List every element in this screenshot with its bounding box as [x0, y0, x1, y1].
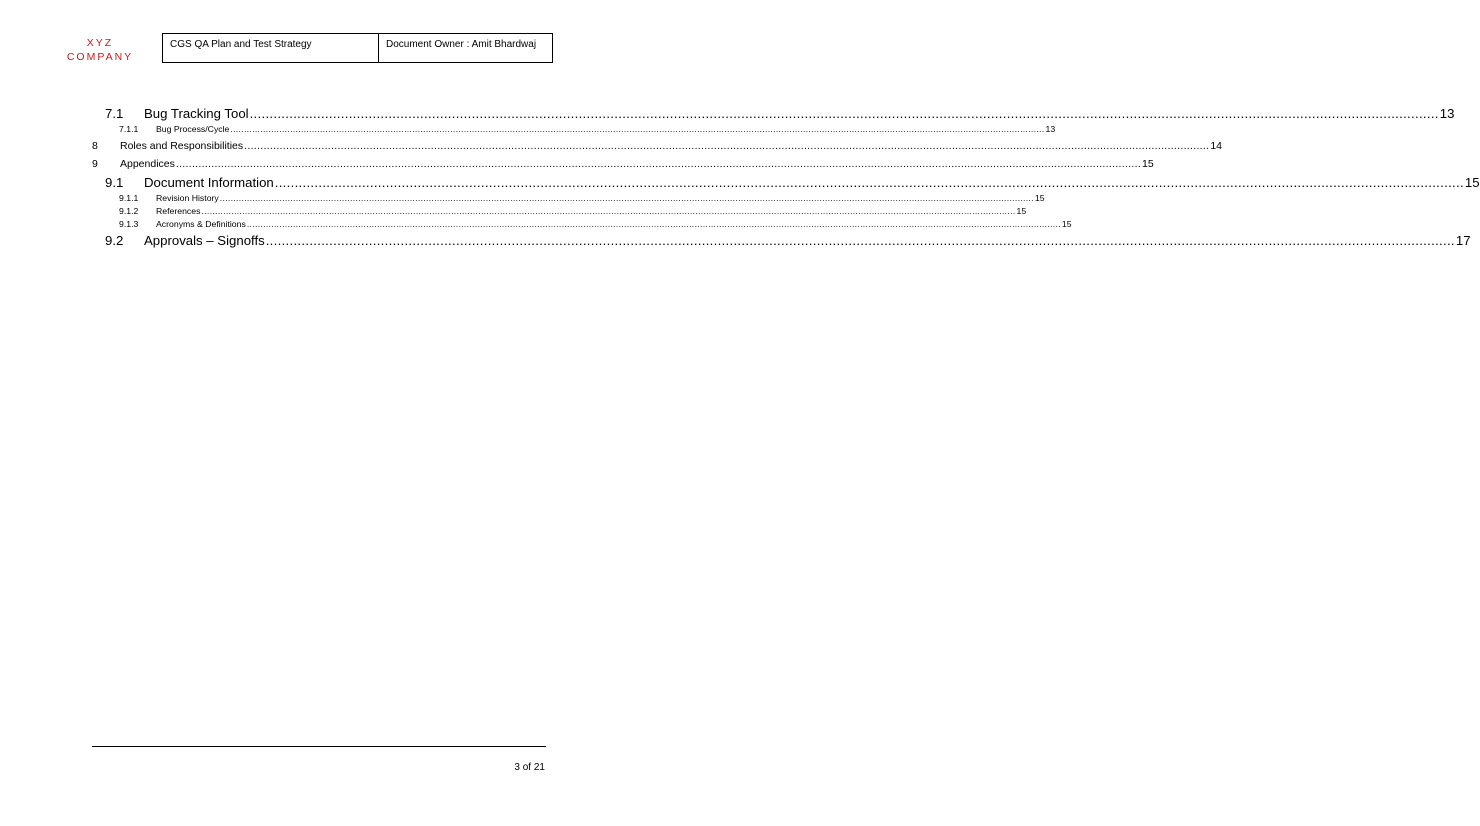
toc-entry-number: 9.1.2 — [119, 206, 139, 216]
toc-entry-number: 7.1.1 — [119, 124, 139, 134]
toc-entry-page: 13 — [1439, 106, 1455, 121]
toc-entry-number: 8 — [92, 140, 98, 152]
toc-entry-number: 9.1.3 — [119, 219, 139, 229]
logo-line-2: COMPANY — [66, 51, 134, 63]
toc-entry[interactable] — [105, 106, 1455, 121]
toc-entry-page: 14 — [1210, 140, 1223, 152]
toc-entry-title: References — [156, 206, 201, 216]
toc-leader-dots: ............................................................................................................................................................................................................................................................................................................ — [246, 219, 1061, 229]
toc-entry-title: Roles and Responsibilities — [120, 140, 244, 152]
toc-entry-title: Approvals – Signoffs — [144, 233, 265, 248]
toc-entry[interactable] — [119, 193, 1045, 203]
toc-entry[interactable] — [119, 206, 1027, 216]
toc-entry-title: Appendices — [120, 158, 175, 170]
toc-leader-dots: ............................................................................................................................................................................................................................................................................................................ — [219, 193, 1034, 203]
toc-entry-page: 15 — [1016, 206, 1027, 216]
toc-leader-dots: ............................................................................................................................................................................................................................................................................................................ — [175, 158, 1142, 170]
toc-leader-dots: ............................................................................................................................................................................................................................................................................................................ — [230, 124, 1045, 134]
toc-entry-number: 9.1 — [105, 175, 124, 190]
header-document-title: CGS QA Plan and Test Strategy — [162, 33, 379, 63]
toc-entry[interactable] — [105, 175, 1480, 190]
toc-entry-title: Document Information — [144, 175, 274, 190]
toc-entry-title: Acronyms & Definitions — [156, 219, 246, 229]
logo-line-1: XYZ — [86, 37, 114, 49]
toc-entry-page: 17 — [1455, 233, 1471, 248]
toc-entry[interactable] — [92, 158, 1154, 170]
toc-entry-title: Bug Process/Cycle — [156, 124, 230, 134]
toc-entry-page: 15 — [1061, 219, 1072, 229]
toc-entry-number: 9.2 — [105, 233, 124, 248]
toc-leader-dots: ............................................................................................................................................................................................................................................................................................................ — [249, 106, 1439, 121]
toc-entry[interactable] — [105, 233, 1471, 248]
page-number: 3 of 21 — [514, 762, 545, 773]
toc-entry[interactable] — [92, 140, 1223, 152]
footer-divider — [92, 746, 546, 747]
toc-entry-title: Revision History — [156, 193, 219, 203]
toc-entry[interactable] — [119, 124, 1056, 134]
toc-entry-number: 9.1.1 — [119, 193, 139, 203]
toc-entry-page: 15 — [1142, 158, 1154, 170]
toc-entry-number: 9 — [92, 158, 98, 170]
company-logo — [60, 36, 140, 64]
toc-entry-number: 7.1 — [105, 106, 124, 121]
header-document-owner: Document Owner : Amit Bhardwaj — [378, 33, 553, 63]
toc-leader-dots: ............................................................................................................................................................................................................................................................................................................ — [244, 140, 1210, 152]
toc-entry[interactable] — [119, 219, 1072, 229]
toc-leader-dots: ............................................................................................................................................................................................................................................................................................................ — [201, 206, 1016, 216]
toc-entry-title: Bug Tracking Tool — [144, 106, 249, 121]
toc-leader-dots: ............................................................................................................................................................................................................................................................................................................ — [265, 233, 1455, 248]
toc-entry-page: 15 — [1464, 175, 1480, 190]
toc-leader-dots: ............................................................................................................................................................................................................................................................................................................ — [274, 175, 1464, 190]
toc-entry-page: 15 — [1034, 193, 1045, 203]
toc-entry-page: 13 — [1045, 124, 1056, 134]
